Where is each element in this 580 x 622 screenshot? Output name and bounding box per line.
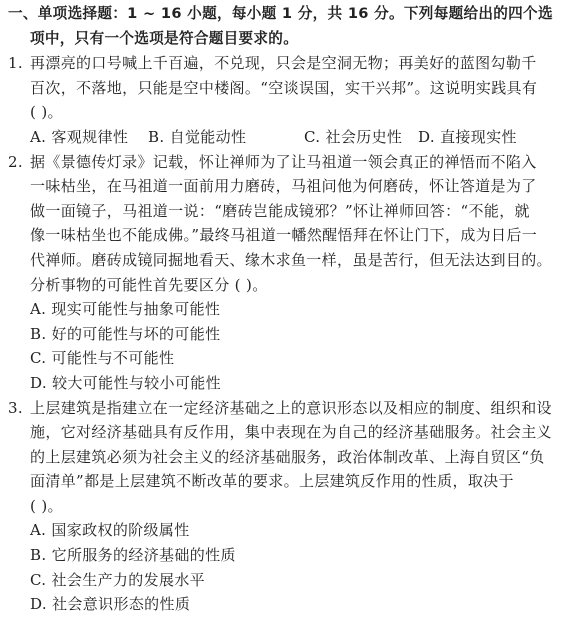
question-number: 3. [8,398,24,417]
option-b: B. 自觉能动性 [148,127,247,146]
question-stem-line [8,51,566,76]
option-c: C. 可能性与不可能性 [30,349,175,368]
question-number: 2. [8,152,24,171]
option-d: D. 较大可能性与较小可能性 [30,373,221,392]
question-stem-line: 做一面镜子，马祖道一说：“磨砖岂能成镜邪？”怀让禅师回答：“不能，就 [30,201,530,220]
question-stem-line: 的上层建筑必须为社会主义的经济基础服务，政治体制改革、上海自贸区“负 [30,447,545,466]
question-2 [8,150,566,396]
question-stem-line [8,396,566,421]
question-stem-line: 百次，不落地，只能是空中楼阁。“空谈误国，实干兴邦”。这说明实践具有 [30,78,538,97]
section-heading-line-2: 项中，只有一个选项是符合题目要求的。 [30,29,299,47]
question-text: 再漂亮的口号喊上千百遍，不兑现，只会是空洞无物；再美好的蓝图勾勒千 [30,54,537,73]
answer-blank: ( )。 [30,103,63,122]
option-a: A. 客观规律性 [30,127,129,146]
question-1 [8,51,566,149]
answer-blank: ( )。 [30,496,63,515]
option-d: D. 直接现实性 [418,127,517,146]
option-d: D. 社会意识形态的性质 [30,595,191,614]
option-c: C. 社会生产力的发展水平 [30,570,206,589]
option-c: C. 社会历史性 [304,127,403,146]
section-heading-line-1: 一、单项选择题：1 ~ 16 小题，每小题 1 分，共 16 分。下列每题给出的四个选 [8,5,553,22]
question-stem-line: 施，它对经济基础具有反作用，集中表现在为自己的经济基础服务。社会主义 [30,423,552,442]
options-row [8,125,566,150]
question-stem-line: 一味枯坐，在马祖道一面前用力磨砖，马祖问他为何磨砖，怀让答道是为了 [30,177,537,196]
option-b: B. 好的可能性与坏的可能性 [30,324,221,343]
question-number: 1. [8,54,24,73]
question-3 [8,396,566,617]
option-a: A. 国家政权的阶级属性 [30,521,190,540]
option-a: A. 现实可能性与抽象可能性 [30,300,221,319]
question-stem-line: 面清单”都是上层建筑不断改革的要求。上层建筑反作用的性质，取决于 [30,472,514,491]
question-stem-line: 代禅师。磨砖成镜同掘地看天、缘木求鱼一样，虽是苦行，但无法达到目的。 [30,250,552,269]
question-text: 据《景德传灯录》记载，怀让禅师为了让马祖道一领会真正的禅悟而不陷入 [30,152,537,171]
option-b: B. 它所服务的经济基础的性质 [30,546,236,565]
question-stem-line [8,150,566,175]
question-text: 上层建筑是指建立在一定经济基础之上的意识形态以及相应的制度、组织和设 [30,398,552,417]
question-stem-line: 像一味枯坐也不能成佛。”最终马祖道一幡然醒悟拜在怀让门下，成为日后一 [30,226,538,245]
question-stem-line: 分析事物的可能性首先要区分 ( )。 [30,275,268,294]
